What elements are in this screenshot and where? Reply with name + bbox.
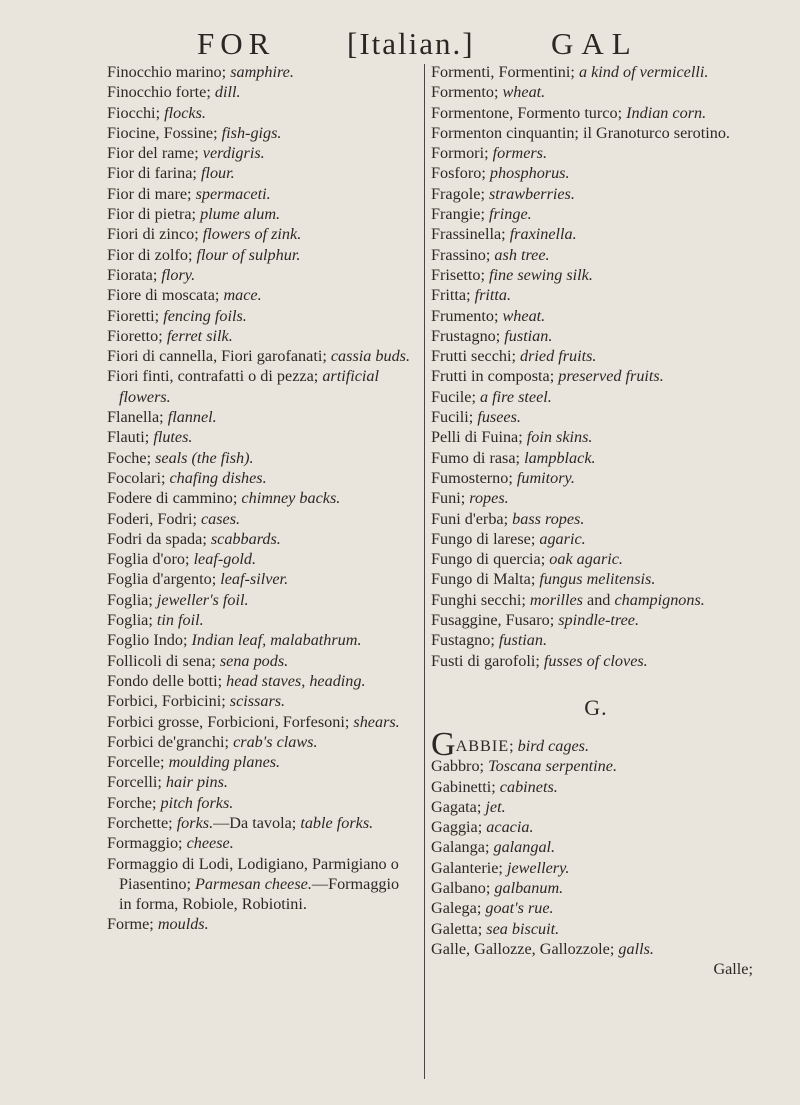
dictionary-entry: Funi d'erba; bass ropes. <box>431 509 585 528</box>
dictionary-entry: Frutti in composta; preserved fruits. <box>431 367 664 386</box>
entry-english: Indian leaf, malabathrum. <box>191 631 362 650</box>
entry-english: cassia buds. <box>330 347 411 366</box>
dictionary-entry: Galetta; sea biscuit. <box>431 919 560 938</box>
dictionary-entry: Fior del rame; verdigris. <box>107 144 265 163</box>
entry-english: ropes. <box>469 489 509 508</box>
entry-english: sena pods. <box>219 651 289 670</box>
entry-english: samphire. <box>230 63 294 81</box>
dictionary-entry: Foderi, Fodri; cases. <box>107 509 241 528</box>
entry-english: plume alum. <box>200 205 281 224</box>
entry-english: foin skins. <box>526 428 593 447</box>
g-first-word: ABBIE <box>455 736 510 755</box>
entry-english: pitch forks. <box>160 793 234 812</box>
entry-italian: Frassino <box>431 245 486 264</box>
dictionary-entry: Formentone, Formento turco; Indian corn. <box>431 103 707 122</box>
dictionary-entry: Fumosterno; fumitory. <box>431 468 575 487</box>
dictionary-entry: Fusaggine, Fusaro; spindle-tree. <box>431 611 640 630</box>
dictionary-entry: Gagata; jet. <box>431 797 506 816</box>
entry-italian: Gagata <box>431 797 477 816</box>
entry-english: fusees. <box>477 408 521 427</box>
entry-english: Parmesan cheese. <box>195 874 312 893</box>
entry-italian: Formaggio <box>107 834 179 853</box>
dictionary-entry: Fior di zolfo; flour of sulphur. <box>107 245 301 264</box>
entry-italian: Galanga <box>431 838 485 857</box>
entry-italian: Fior del rame <box>107 144 195 163</box>
dictionary-entry: Fosforo; phosphorus. <box>431 164 570 183</box>
entry-connector: and <box>582 590 615 609</box>
entry-english: galls. <box>618 939 654 958</box>
entry-italian: Foglia d'argento <box>107 570 212 589</box>
entry-english: flour of sulphur. <box>196 245 301 264</box>
entry-italian: Forcelli <box>107 773 158 792</box>
entry-italian: Fior di zolfo <box>107 245 188 264</box>
entry-english: acacia. <box>486 818 534 837</box>
entry-italian: Fior di mare <box>107 184 188 203</box>
entry-english: galbanum. <box>494 878 564 897</box>
entry-italian: Fiocine, Fossine <box>107 123 214 142</box>
entry-italian: Formori <box>431 144 485 163</box>
entry-italian: Foglia <box>107 590 149 609</box>
entry-italian: Galega <box>431 899 477 918</box>
dictionary-entry: Fiore di moscata; mace. <box>107 286 262 305</box>
dictionary-entry: Galle, Gallozze, Gallozzole; galls. <box>431 939 654 958</box>
entry-english: flory. <box>161 265 196 284</box>
entry-italian: Formenton cinquantin <box>431 123 575 142</box>
entry-english: fumitory. <box>516 468 575 487</box>
entry-italian: Forcelle <box>107 753 161 772</box>
dictionary-entry: Gabbro; Toscana serpentine. <box>431 757 617 776</box>
dictionary-entry: Forcelli; hair pins. <box>107 773 228 792</box>
entry-english: flour. <box>200 164 235 183</box>
dictionary-entry: Fragole; strawberries. <box>431 184 575 203</box>
dictionary-entry: Foglio Indo; Indian leaf, malabathrum. <box>107 631 362 650</box>
dictionary-entry: Finocchio forte; dill. <box>107 83 241 102</box>
dictionary-entry: Fucile; a fire steel. <box>431 387 552 406</box>
entry-italian: Fioretti <box>107 306 155 325</box>
dictionary-entry: Forme; moulds. <box>107 915 209 934</box>
entry-english: jet. <box>485 797 506 816</box>
entry-italian: Fusti di garofoli <box>431 651 536 670</box>
entry-english: strawberries. <box>489 184 575 203</box>
entry-italian: Forbici, Forbicini <box>107 692 222 711</box>
dictionary-entry: Frumento; wheat. <box>431 306 546 325</box>
entry-italian: Gabbro <box>431 757 480 776</box>
entry-italian: Gabinetti <box>431 777 492 796</box>
entry-italian: Fustagno <box>431 631 491 650</box>
dictionary-entry: Fungo di larese; agaric. <box>431 529 586 548</box>
entry-english: moulds. <box>157 915 209 934</box>
entry-italian: Pelli di Fuina <box>431 428 519 447</box>
dictionary-entry: Galanga; galangal. <box>431 838 556 857</box>
g-first-entry: GABBIE; bird cages. <box>431 725 590 763</box>
entry-italian: Frutti in composta <box>431 367 550 386</box>
entry-italian: Formentone, Formento turco <box>431 103 618 122</box>
entry-english: flutes. <box>153 428 193 447</box>
dictionary-entry: Formaggio; cheese. <box>107 834 234 853</box>
dictionary-entry: Funi; ropes. <box>431 489 509 508</box>
dictionary-entry: Gaggia; acacia. <box>431 818 534 837</box>
entry-english: wheat. <box>502 306 546 325</box>
entry-italian: Fragole <box>431 184 481 203</box>
entry-italian: Gaggia <box>431 818 478 837</box>
entry-italian: Fiori di cannella, Fiori garofanati <box>107 347 323 366</box>
entry-italian: Funghi secchi <box>431 590 522 609</box>
entry-italian: Fondo delle botti <box>107 671 218 690</box>
catchword: Galle; <box>713 960 753 979</box>
entry-italian: Forbici de'granchi <box>107 732 225 751</box>
entry-italian: Galbano <box>431 878 486 897</box>
entry-english: a kind of vermicelli. <box>578 63 709 81</box>
dictionary-entry: Funghi secchi; morilles and champignons. <box>431 590 705 609</box>
entry-english: scabbards. <box>210 529 281 548</box>
dictionary-entry: Pelli di Fuina; foin skins. <box>431 428 593 447</box>
entry-italian: Finocchio forte <box>107 83 207 102</box>
dictionary-entry: Focolari; chafing dishes. <box>107 468 267 487</box>
entry-english: ash tree. <box>494 245 550 264</box>
entry-italian: Forche <box>107 793 152 812</box>
entry-english: phosphorus. <box>489 164 570 183</box>
entry-english: fritta. <box>474 286 512 305</box>
dictionary-entry: Fiocchi; flocks. <box>107 103 206 122</box>
entry-english: cases. <box>200 509 241 528</box>
dictionary-entry: Formento; wheat. <box>431 83 546 102</box>
entry-italian: Focolari <box>107 468 161 487</box>
entry-italian: Fumosterno <box>431 468 509 487</box>
dictionary-entry: Fioretti; fencing foils. <box>107 306 247 325</box>
f-entries <box>431 62 761 671</box>
entry-english: bass ropes. <box>512 509 585 528</box>
entry-english: wheat. <box>502 83 546 102</box>
entry-italian: Galetta <box>431 919 478 938</box>
entry-italian: Frustagno <box>431 326 496 345</box>
entry-english: leaf-gold. <box>193 550 257 569</box>
entry-italian: Frumento <box>431 306 494 325</box>
dictionary-entry: Forcelle; moulding planes. <box>107 753 281 772</box>
entry-italian: Galle, Gallozze, Gallozzole <box>431 939 610 958</box>
entry-italian: Fungo di Malta <box>431 570 531 589</box>
dictionary-entry: Galega; goat's rue. <box>431 899 554 918</box>
dictionary-entry: Fior di mare; spermaceti. <box>107 184 271 203</box>
dictionary-entry: Fondo delle botti; head staves, heading. <box>107 671 366 690</box>
entry-english: crab's claws. <box>233 732 318 751</box>
entry-english-tail: table forks. <box>300 813 374 832</box>
entry-english: fraxinella. <box>509 225 577 244</box>
dictionary-entry: Foglia; jeweller's foil. <box>107 590 249 609</box>
entry-italian: Forbici grosse, Forbicioni, Forfesoni <box>107 712 345 731</box>
entry-english: artificial flowers. <box>119 367 379 406</box>
entry-english: Toscana serpentine. <box>488 757 617 776</box>
entry-italian: Fucile <box>431 387 472 406</box>
entry-italian: Frassinella <box>431 225 502 244</box>
entry-english: flowers of zink. <box>202 225 302 244</box>
entry-english: fustian. <box>504 326 553 345</box>
dictionary-entry: Fior di farina; flour. <box>107 164 235 183</box>
entry-italian: Frangie <box>431 205 481 224</box>
dictionary-entry: Frutti secchi; dried fruits. <box>431 347 597 366</box>
dictionary-entry: Frassinella; fraxinella. <box>431 225 577 244</box>
entry-english: galangal. <box>493 838 556 857</box>
entry-english: agaric. <box>539 529 586 548</box>
header-center: [Italian.] <box>347 26 475 61</box>
entry-english: leaf-silver. <box>220 570 289 589</box>
entry-english: fungus melitensis. <box>539 570 656 589</box>
dictionary-entry: Fior di pietra; plume alum. <box>107 205 281 224</box>
entry-italian: Finocchio marino <box>107 63 222 81</box>
dictionary-entry: Fungo di quercia; oak agaric. <box>431 550 623 569</box>
entry-english: formers. <box>492 144 548 163</box>
entry-italian: Fungo di larese <box>431 529 531 548</box>
dictionary-entry: Fioretto; ferret silk. <box>107 326 233 345</box>
dictionary-entry: Foglia d'argento; leaf-silver. <box>107 570 289 589</box>
entry-english: flannel. <box>167 408 217 427</box>
entry-italian: Fiori di zinco <box>107 225 195 244</box>
dictionary-entry: Fiocine, Fossine; fish-gigs. <box>107 123 282 142</box>
entry-italian: Frutti secchi <box>431 347 512 366</box>
entry-english: oak agaric. <box>549 550 623 569</box>
entry-italian: Foderi, Fodri <box>107 509 193 528</box>
entry-english: chafing dishes. <box>169 468 267 487</box>
dictionary-entry: Frisetto; fine sewing silk. <box>431 265 593 284</box>
entry-italian: Formaggio di Lodi, Lodigiano, Parmigiano o Piasentino <box>107 854 399 893</box>
dictionary-entry: Frangie; fringe. <box>431 205 532 224</box>
dictionary-entry: Follicoli di sena; sena pods. <box>107 651 289 670</box>
entry-italian: Formento <box>431 83 494 102</box>
entry-italian: Forchette <box>107 813 169 832</box>
entry-italian: Fosforo <box>431 164 482 183</box>
entry-italian-tail: —Formaggio in forma, Robiole, Robiotini. <box>119 874 400 914</box>
entry-english: tin foil. <box>156 611 204 630</box>
dictionary-entry: Fiorata; flory. <box>107 265 196 284</box>
entry-english: flocks. <box>164 103 206 122</box>
entry-english: morilles <box>529 590 583 609</box>
drop-initial: G <box>431 725 456 763</box>
entry-italian: Fior di pietra <box>107 205 192 224</box>
entry-english: seals (the fish). <box>155 448 254 467</box>
g-entries <box>431 756 761 959</box>
entry-italian: Foglio Indo <box>107 631 183 650</box>
dictionary-entry: Fiori di cannella, Fiori garofanati; cassia buds. <box>107 347 411 366</box>
entry-italian: Fodri da spada <box>107 529 203 548</box>
entry-english: mace. <box>223 286 262 305</box>
entry-italian: Foglia d'oro <box>107 550 186 569</box>
dictionary-entry: Fumo di rasa; lampblack. <box>431 448 596 467</box>
dictionary-entry: Forbici, Forbicini; scissars. <box>107 692 286 711</box>
entry-english: forks. <box>176 813 214 832</box>
entry-italian: Fodere di cammino <box>107 489 233 508</box>
dictionary-entry: Forbici de'granchi; crab's claws. <box>107 732 318 751</box>
entry-english: verdigris. <box>202 144 265 163</box>
dictionary-entry: Formaggio di Lodi, Lodigiano, Parmigiano o Piasentino; Parmesan cheese.—Formaggio in forma, Robiole, Robiotini. <box>107 854 400 914</box>
dictionary-entry: Fustagno; fustian. <box>431 631 548 650</box>
entry-italian: Fiore di moscata <box>107 286 215 305</box>
entry-italian: Funi d'erba <box>431 509 504 528</box>
entry-italian-tail: il Granoturco serotino. <box>582 123 730 142</box>
entry-english: shears. <box>353 712 400 731</box>
entry-italian: Fiocchi <box>107 103 156 122</box>
entry-italian: Flauti <box>107 428 145 447</box>
g-first-translation: bird cages. <box>517 736 590 755</box>
section-heading: G. <box>584 694 608 720</box>
dictionary-entry: Forbici grosse, Forbicioni, Forfesoni; shears. <box>107 712 400 731</box>
dictionary-entry: Frustagno; fustian. <box>431 326 553 345</box>
entry-italian: Fiori finti, contrafatti o di pezza <box>107 367 314 386</box>
page-header <box>0 22 800 66</box>
dictionary-entry: Fodri da spada; scabbards. <box>107 529 281 548</box>
column-divider <box>424 64 425 1079</box>
entry-italian: Galanterie <box>431 858 499 877</box>
entry-italian: Formenti, Formentini <box>431 63 571 81</box>
entry-english: fine sewing silk. <box>489 265 593 284</box>
right-column <box>431 62 761 979</box>
entry-english: head staves, heading. <box>226 671 366 690</box>
entry-english: fusses of cloves. <box>543 651 648 670</box>
entry-english: moulding planes. <box>168 753 281 772</box>
entry-italian: Funi <box>431 489 461 508</box>
dictionary-entry: Galanterie; jewellery. <box>431 858 570 877</box>
entry-english: ferret silk. <box>166 326 233 345</box>
entry-english: fustian. <box>498 631 548 650</box>
entry-italian: Fiorata <box>107 265 153 284</box>
entry-italian: Fumo di rasa <box>431 448 516 467</box>
entry-english: dill. <box>214 83 241 102</box>
entry-english: jewellery. <box>506 858 570 877</box>
dictionary-entry: Fiori finti, contrafatti o di pezza; artificial flowers. <box>107 367 379 406</box>
entry-english: Indian corn. <box>626 103 707 122</box>
entry-english: cheese. <box>186 834 234 853</box>
dictionary-entry: Fritta; fritta. <box>431 286 512 305</box>
entry-english: goat's rue. <box>485 899 554 918</box>
dictionary-entry: Foglia d'oro; leaf-gold. <box>107 550 257 569</box>
entry-italian: Frisetto <box>431 265 481 284</box>
entry-italian: Foglia <box>107 611 149 630</box>
entry-italian: Flanella <box>107 408 160 427</box>
dictionary-entry: Foche; seals (the fish). <box>107 448 254 467</box>
entry-italian: Fritta <box>431 286 467 305</box>
entry-italian: Fungo di quercia <box>431 550 541 569</box>
dictionary-entry: Gabinetti; cabinets. <box>431 777 558 796</box>
dictionary-entry: Fodere di cammino; chimney backs. <box>107 489 341 508</box>
dictionary-entry: Formenti, Formentini; a kind of vermicelli. <box>431 63 709 81</box>
entry-english: champignons. <box>614 590 705 609</box>
entry-english: fringe. <box>489 205 532 224</box>
dictionary-entry: Finocchio marino; samphire. <box>107 63 294 81</box>
entry-english: lampblack. <box>524 448 596 467</box>
entry-italian: Forme <box>107 915 150 934</box>
entry-english: fish-gigs. <box>221 123 282 142</box>
entry-italian: Fior di farina <box>107 164 193 183</box>
left-column <box>107 62 412 935</box>
entry-english: chimney backs. <box>241 489 341 508</box>
entry-italian: Follicoli di sena <box>107 651 212 670</box>
entry-english: spermaceti. <box>195 184 271 203</box>
dictionary-entry: Fusti di garofoli; fusses of cloves. <box>431 651 648 670</box>
dictionary-entry: Galbano; galbanum. <box>431 878 564 897</box>
entry-italian: Fusaggine, Fusaro <box>431 611 550 630</box>
entry-english: spindle-tree. <box>558 611 640 630</box>
dictionary-entry: Flanella; flannel. <box>107 408 217 427</box>
entry-english: fencing foils. <box>163 306 247 325</box>
dictionary-entry: Forchette; forks.—Da tavola; table forks. <box>107 813 374 832</box>
header-right: GAL <box>551 26 639 61</box>
entry-english: preserved fruits. <box>558 367 664 386</box>
entry-english: hair pins. <box>165 773 228 792</box>
dictionary-entry: Flauti; flutes. <box>107 428 193 447</box>
entry-italian-tail: —Da tavola <box>213 813 292 832</box>
entry-italian: Foche <box>107 448 147 467</box>
entry-english: sea biscuit. <box>486 919 560 938</box>
entry-english: cabinets. <box>499 777 558 796</box>
entry-english: scissars. <box>229 692 286 711</box>
dictionary-entry: Forche; pitch forks. <box>107 793 234 812</box>
dictionary-entry: Foglia; tin foil. <box>107 611 204 630</box>
dictionary-entry: Frassino; ash tree. <box>431 245 550 264</box>
dictionary-entry: Fucili; fusees. <box>431 408 521 427</box>
dictionary-entry: Formori; formers. <box>431 144 548 163</box>
entry-italian: Fioretto <box>107 326 159 345</box>
dictionary-entry: Formenton cinquantin; il Granoturco serotino. <box>431 123 730 142</box>
entry-english: jeweller's foil. <box>156 590 249 609</box>
entry-italian: Fucili <box>431 408 469 427</box>
header-left: FOR <box>197 26 276 61</box>
dictionary-entry: Fungo di Malta; fungus melitensis. <box>431 570 656 589</box>
entry-english: dried fruits. <box>520 347 597 366</box>
entry-english: a fire steel. <box>480 387 552 406</box>
dictionary-entry: Fiori di zinco; flowers of zink. <box>107 225 302 244</box>
